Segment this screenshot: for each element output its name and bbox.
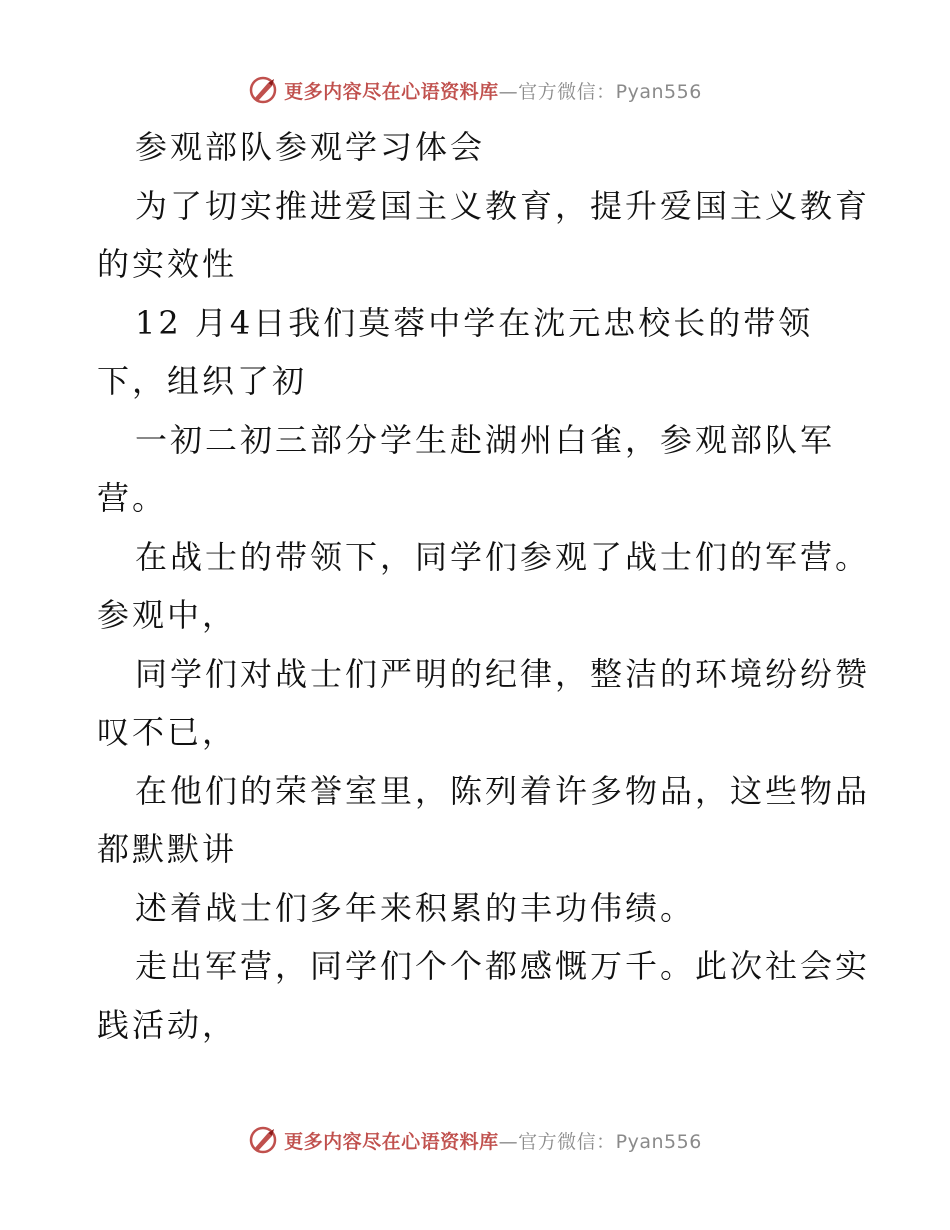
doc-line: 在他们的荣誉室里，陈列着许多物品，这些物品 [135,771,871,810]
doc-line: 在战士的带领下，同学们参观了战士们的军营。 [135,537,871,576]
doc-line: 都默默讲 [97,830,238,868]
doc-line: 述着战士们多年来积累的丰功伟绩。 [135,888,696,927]
doc-line: 参观中， [97,596,238,634]
doc-line: 12 月4日我们莫蓉中学在沈元忠校长的带领 [135,303,814,342]
footer-banner-main: 更多内容尽在心语资料库 [284,1130,499,1153]
doc-line: 下，组织了初 [97,362,308,400]
document-body [97,118,871,1054]
doc-line: 叹不已， [97,713,238,751]
header-banner-main: 更多内容尽在心语资料库 [284,80,499,103]
doc-line: 营。 [97,479,168,517]
doc-line: 一初二初三部分学生赴湖州白雀，参观部队军 [135,420,836,459]
doc-line: 践活动， [97,1005,238,1044]
footer-banner-suffix: —官方微信：Pyan556 [498,1130,702,1153]
doc-line: 的实效性 [97,245,238,283]
doc-line: 走出军营，同学们个个都感慨万千。此次社会实 [135,947,871,985]
pen-logo-icon [248,75,278,105]
doc-line: 为了切实推进爱国主义教育，提升爱国主义教育 [135,186,871,225]
doc-title: 参观部队参观学习体会 [135,128,486,166]
doc-line: 同学们对战士们严明的纪律，整洁的环境纷纷赞 [135,654,871,693]
footer-banner [0,1120,950,1160]
header-banner-suffix: —官方微信：Pyan556 [498,80,702,103]
pen-logo-icon [248,1125,278,1155]
header-banner [0,70,950,110]
